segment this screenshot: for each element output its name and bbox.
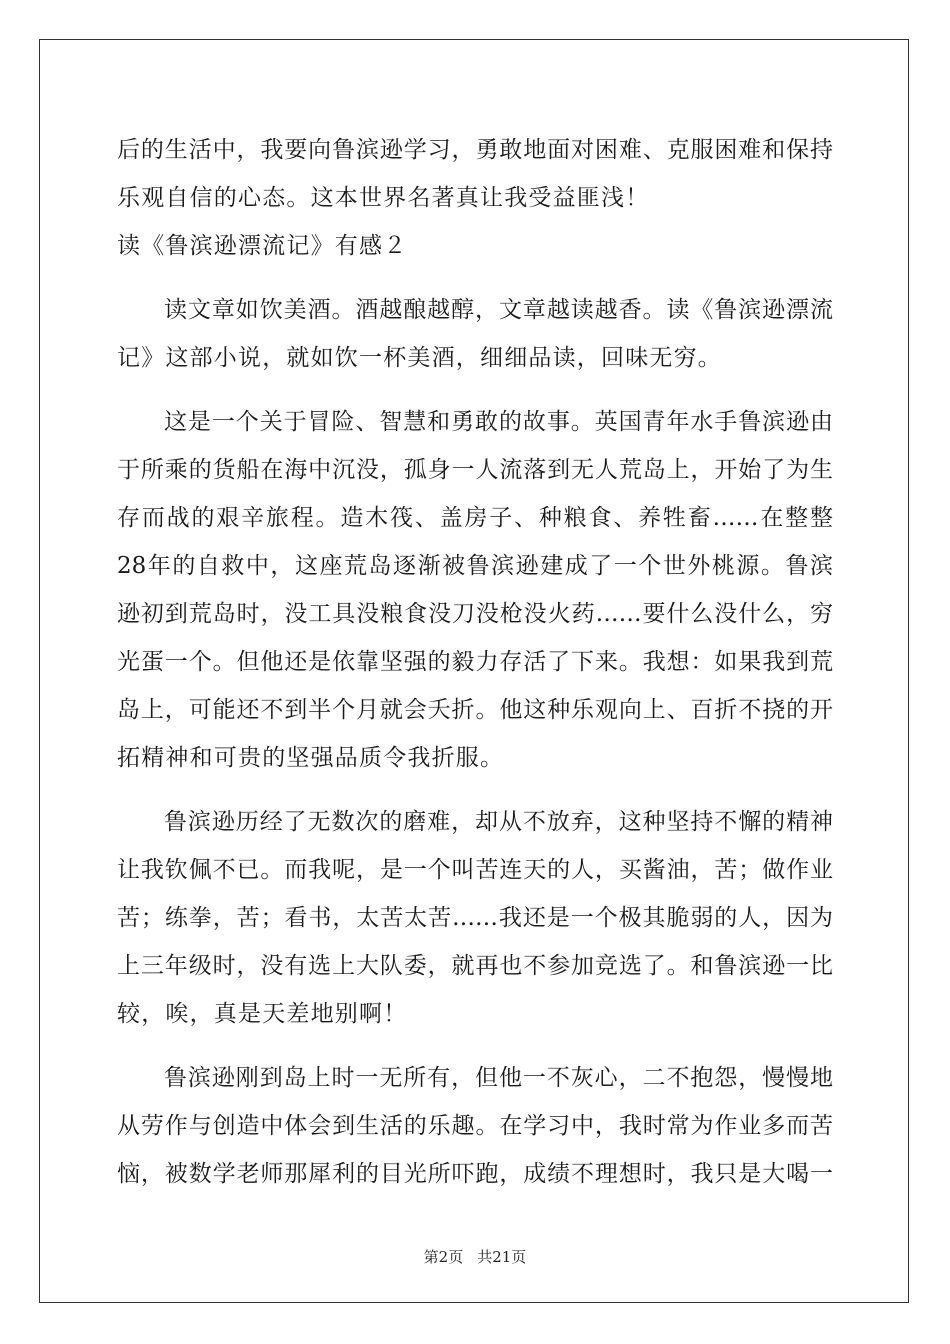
section-heading: 读《鲁滨逊漂流记》有感２ bbox=[117, 233, 408, 259]
paragraph-gap bbox=[117, 782, 833, 798]
text-line: 拓精神和可贵的坚强品质令我折服。 bbox=[117, 745, 505, 771]
paragraph-gap bbox=[117, 1038, 833, 1054]
text-line: 存而战的艰辛旅程。造木筏、盖房子、种粮食、养牲畜……在整整 bbox=[117, 505, 833, 531]
text-line: 鲁滨逊历经了无数次的磨难，却从不放弃，这种坚持不懈的精神 bbox=[164, 809, 833, 835]
text-line: 岛上，可能还不到半个月就会夭折。他这种乐观向上、百折不挠的开 bbox=[117, 697, 833, 723]
text-line: 逊初到荒岛时，没工具没粮食没刀没枪没火药……要什么没什么，穷 bbox=[117, 601, 833, 627]
text-line: 上三年级时，没有选上大队委，就再也不参加竞选了。和鲁滨逊一比 bbox=[117, 953, 833, 979]
text-line: 较，唉，真是天差地别啊！ bbox=[117, 1001, 408, 1027]
text-line: 乐观自信的心态。这本世界名著真让我受益匪浅！ bbox=[117, 185, 650, 211]
paragraph-gap bbox=[117, 270, 833, 286]
text-line: 光蛋一个。但他还是依靠坚强的毅力存活了下来。我想：如果我到荒 bbox=[117, 649, 833, 675]
text-line: 于所乘的货船在海中沉没，孤身一人流落到无人荒岛上，开始了为生 bbox=[117, 457, 833, 483]
page-total: 共21页 bbox=[477, 1248, 527, 1266]
text-line: 记》这部小说，就如饮一杯美酒，细细品读，回味无穷。 bbox=[117, 345, 722, 371]
text-line: 28年的自救中，这座荒岛逐渐被鲁滨逊建成了一个世外桃源。鲁滨 bbox=[117, 553, 833, 579]
text-line: 让我钦佩不已。而我呢，是一个叫苦连天的人，买酱油，苦；做作业 bbox=[117, 857, 833, 883]
document-body bbox=[117, 126, 833, 1198]
page-footer bbox=[0, 1246, 950, 1267]
text-line: 这是一个关于冒险、智慧和勇敢的故事。英国青年水手鲁滨逊由 bbox=[164, 409, 833, 435]
text-line: 从劳作与创造中体会到生活的乐趣。在学习中，我时常为作业多而苦 bbox=[117, 1113, 833, 1139]
text-line: 后的生活中，我要向鲁滨逊学习，勇敢地面对困难、克服困难和保持 bbox=[117, 137, 833, 163]
text-line: 读文章如饮美酒。酒越酿越醇，文章越读越香。读《鲁滨逊漂流 bbox=[164, 297, 833, 323]
text-line: 鲁滨逊刚到岛上时一无所有，但他一不灰心，二不抱怨，慢慢地 bbox=[164, 1065, 833, 1091]
text-line: 恼，被数学老师那犀利的目光所吓跑，成绩不理想时，我只是大喝一 bbox=[117, 1161, 833, 1187]
paragraph-gap bbox=[117, 382, 833, 398]
page-number: 第2页 bbox=[423, 1248, 464, 1266]
text-line: 苦；练拳，苦；看书，太苦太苦……我还是一个极其脆弱的人，因为 bbox=[117, 905, 833, 931]
